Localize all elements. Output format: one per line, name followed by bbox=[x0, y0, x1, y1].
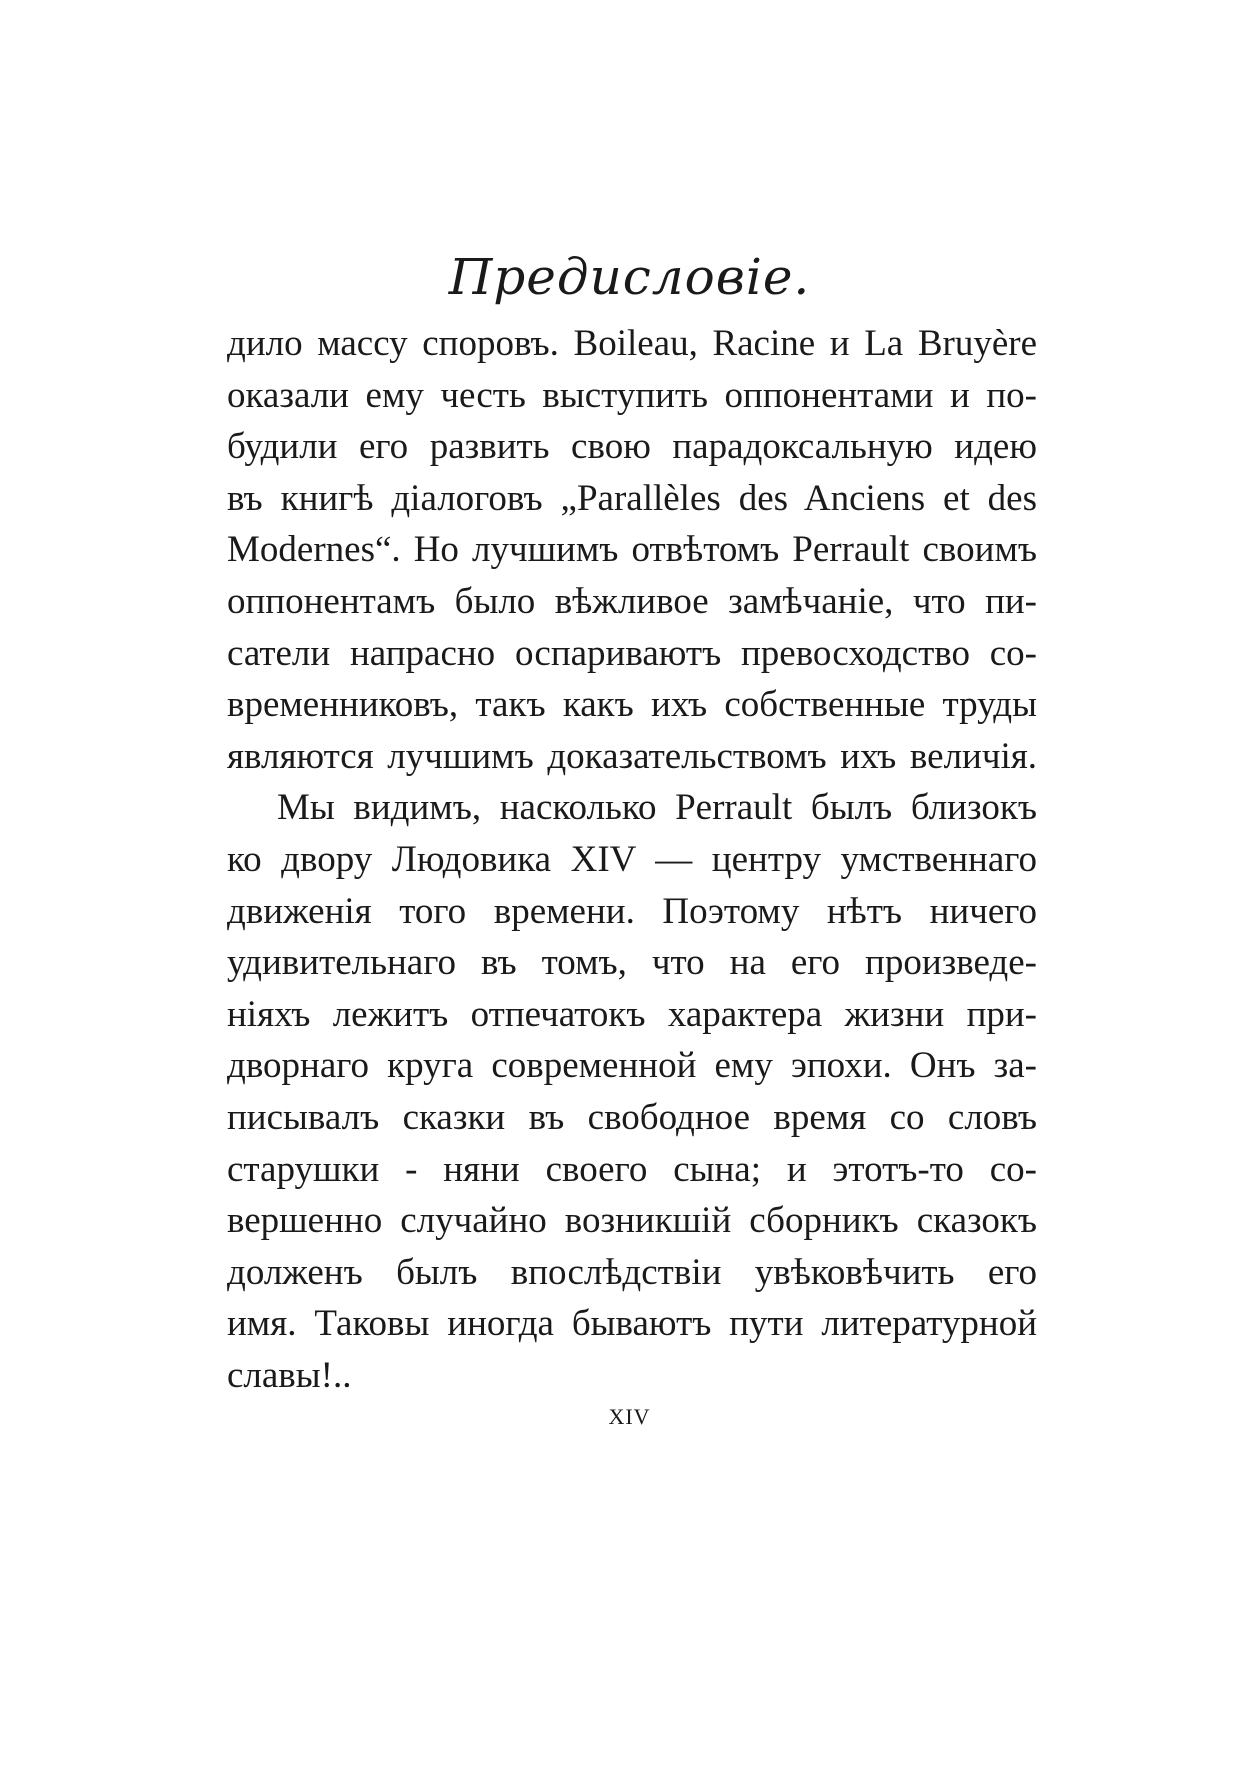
text-line: оказали ему честь выступить оппонентами и по- bbox=[227, 374, 1037, 416]
text-line: писывалъ сказки въ свободное время со словъ bbox=[227, 1096, 1037, 1138]
text-line: имя. Таковы иногда бываютъ пути литературной bbox=[227, 1303, 1037, 1345]
text-line: ніяхъ лежитъ отпечатокъ характера жизни при- bbox=[227, 993, 1037, 1035]
text-line: оппонентамъ было вѣжливое замѣчаніе, что пи- bbox=[227, 580, 1037, 622]
text-line: удивительнаго въ томъ, что на его произведе- bbox=[227, 942, 1037, 984]
paragraph-2 bbox=[227, 782, 1037, 1401]
text-line: сатели напрасно оспариваютъ превосходство со- bbox=[227, 632, 1037, 674]
paragraph-1 bbox=[227, 318, 1037, 782]
text-line: Мы видимъ, насколько Perrault былъ близокъ bbox=[277, 787, 1037, 829]
page-title: Предисловіе. bbox=[448, 248, 811, 306]
text-line: долженъ былъ впослѣдствіи увѣковѣчить его bbox=[227, 1251, 1037, 1293]
text-line: будили его развить свою парадоксальную идею bbox=[227, 426, 1037, 468]
text-line: Modernes“. Но лучшимъ отвѣтомъ Perrault своимъ bbox=[227, 529, 1037, 571]
text-line: являются лучшимъ доказательствомъ ихъ величія. bbox=[227, 735, 1037, 777]
text-line: временниковъ, такъ какъ ихъ собственные труды bbox=[227, 684, 1037, 726]
text-line: въ книгѣ діалоговъ „Parallèles des Anciens et des bbox=[227, 477, 1037, 519]
text-line: дило массу споровъ. Boileau, Racine и La Bruyère bbox=[227, 323, 1037, 364]
text-line: дворнаго круга современной ему эпохи. Онъ за- bbox=[227, 1045, 1037, 1087]
text-line: старушки - няни своего сына; и этотъ-то со- bbox=[227, 1148, 1037, 1190]
text-line: вершенно случайно возникшій сборникъ сказокъ bbox=[227, 1200, 1037, 1242]
body-text bbox=[227, 318, 1037, 1401]
text-line: движенія того времени. Поэтому нѣтъ ничего bbox=[227, 890, 1037, 932]
text-line: ко двору Людовика XIV — центру умственнаго bbox=[227, 838, 1037, 880]
page-number: XIV bbox=[608, 1404, 651, 1429]
text-line: славы!.. bbox=[227, 1354, 352, 1396]
